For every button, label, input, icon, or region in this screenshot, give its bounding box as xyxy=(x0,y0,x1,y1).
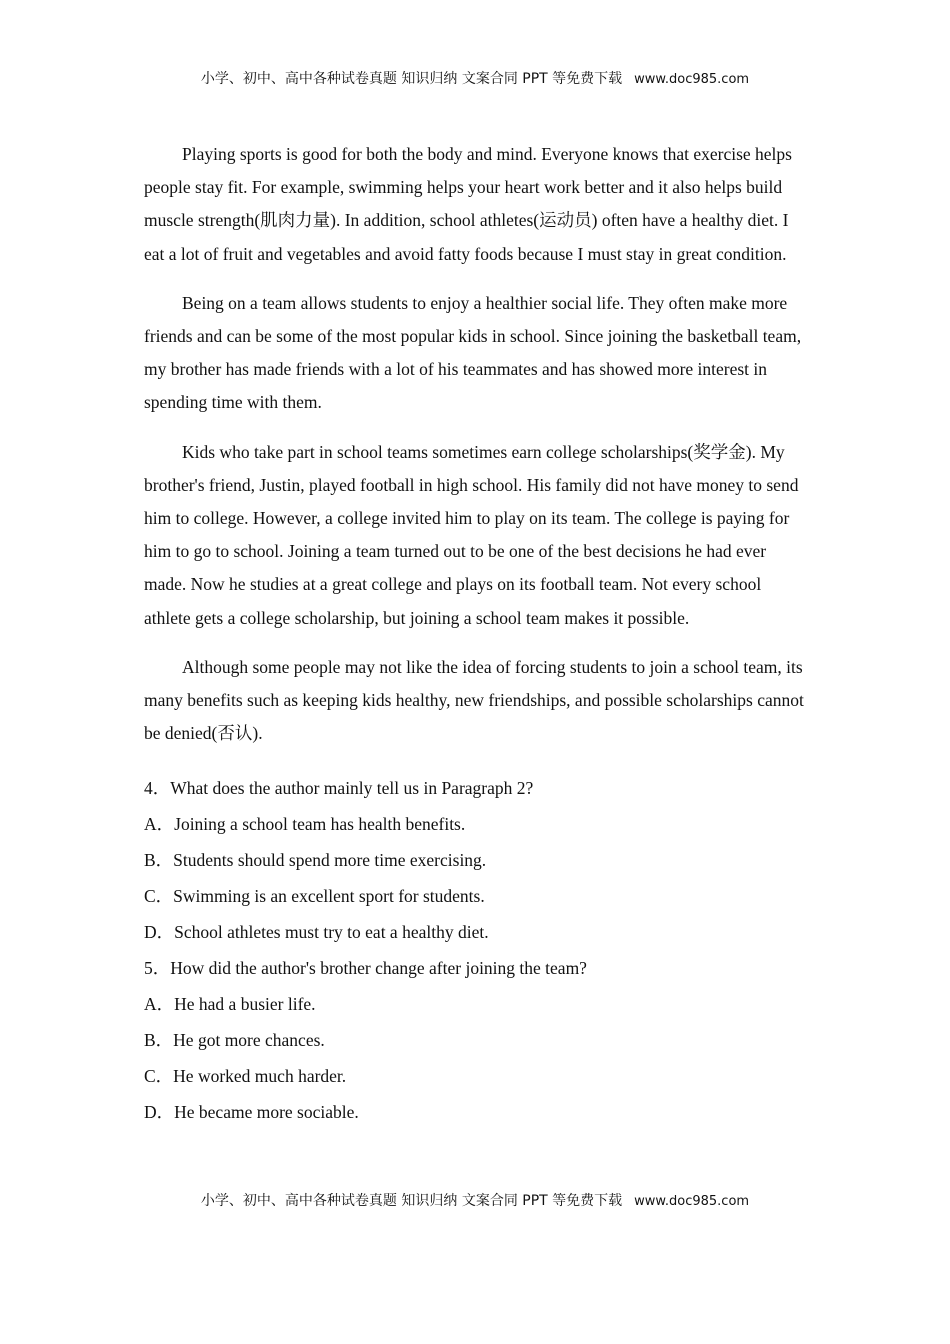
question-4-option-b: B．Students should spend more time exercising. xyxy=(144,850,487,871)
question-5-option-b: B．He got more chances. xyxy=(144,1030,325,1051)
question-5-option-c: C．He worked much harder. xyxy=(144,1066,347,1087)
document-body xyxy=(144,138,810,1130)
footer-site-link[interactable]: www.doc985.com xyxy=(634,1194,750,1209)
page-header xyxy=(0,68,950,88)
paragraph-4: Although some people may not like the idea of forcing students to join a school team, its many benefits such as keeping kids healthy, new friendships, and possible scholarships cannot be denied(否认). xyxy=(144,656,804,744)
paragraph-1: Playing sports is good for both the body and mind. Everyone knows that exercise helps people stay fit. For example, swimming helps your heart work better and it also helps build muscle strength(肌肉力量). In addition, school athletes(运动员) often have a healthy diet. I eat a lot of fruit and vegetables and avoid fatty foods because I must stay in great condition. xyxy=(144,144,792,264)
footer-text: 小学、初中、高中各种试卷真题 知识归纳 文案合同 PPT 等免费下载 xyxy=(200,1193,623,1209)
question-5-option-a: A．He had a busier life. xyxy=(144,994,316,1015)
paragraph-2: Being on a team allows students to enjoy a healthier social life. They often make more friends and can be some of the most popular kids in school. Since joining the basketball team, my brother has made friends with a lot of his teammates and has showed more interest in spending time with them. xyxy=(144,292,802,413)
question-5-option-d: D．He became more sociable. xyxy=(144,1102,359,1123)
paragraph-3: Kids who take part in school teams sometimes earn college scholarships(奖学金). My brother's friend, Justin, played football in high school. His family did not have money to send him to college. However, a college invited him to play on its team. The college is paying for him to go to school. Joining a team turned out to be one of the best decisions he had ever made. Now he studies at a great college and plays on its football team. Not every school athlete gets a college scholarship, but joining a school team makes it possible. xyxy=(144,441,799,628)
question-4-option-c: C．Swimming is an excellent sport for students. xyxy=(144,886,485,907)
question-4-option-d: D．School athletes must try to eat a healthy diet. xyxy=(144,922,489,943)
question-4-option-a: A．Joining a school team has health benefits. xyxy=(144,814,466,835)
question-4-stem: 4．What does the author mainly tell us in Paragraph 2? xyxy=(144,778,534,799)
header-text: 小学、初中、高中各种试卷真题 知识归纳 文案合同 PPT 等免费下载 xyxy=(200,71,623,87)
question-5-stem: 5．How did the author's brother change after joining the team? xyxy=(144,958,587,979)
header-site-link[interactable]: www.doc985.com xyxy=(634,72,750,87)
question-list xyxy=(144,770,810,1130)
page-footer xyxy=(0,1190,950,1210)
